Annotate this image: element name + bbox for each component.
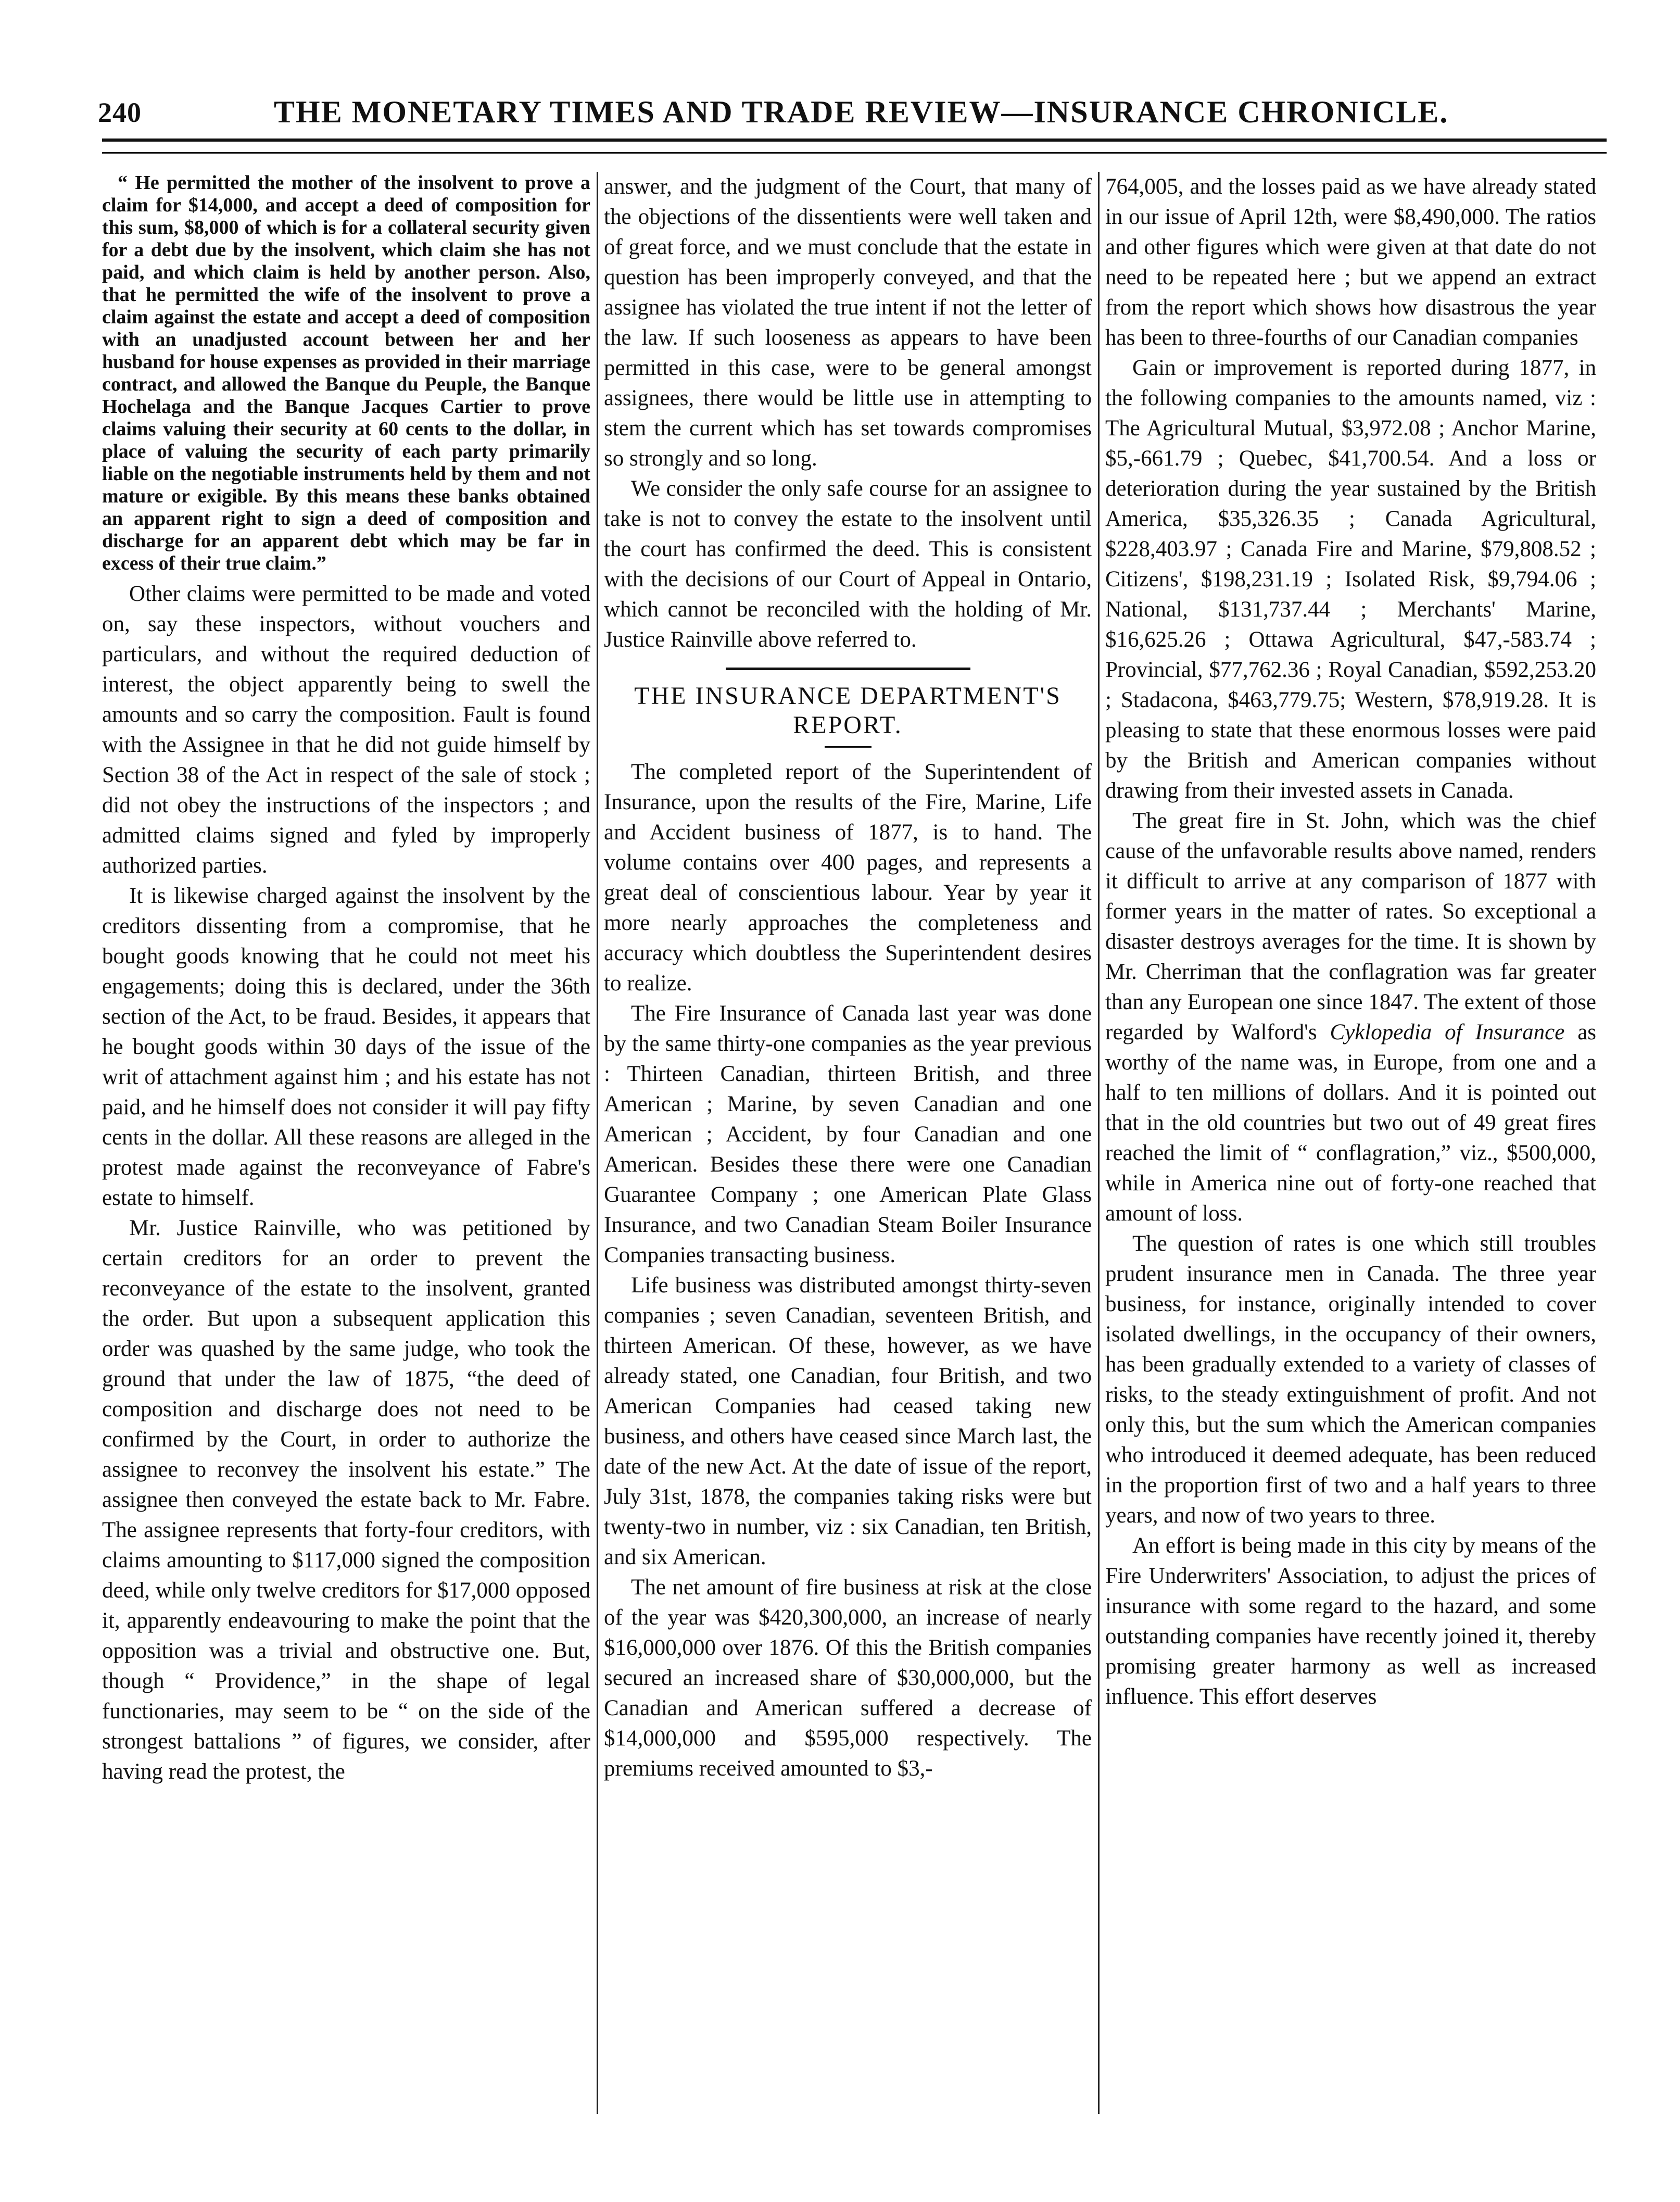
paragraph: Mr. Justice Rainville, who was petitioned by certain creditors for an order to prevent the reconveyance of the estate to the insolvent, granted the order. But upon a subsequent application this order was quashed by the same judge, who took the ground that under the law of 1875, “the deed of composition and discharge does not need to be confirmed by the Court, in order to authorize the assignee to reconvey the insolvent his estate.” The assignee then conveyed the estate back to Mr. Fabre. The assignee represents that forty-four creditors, with claims amounting to $117,000 signed the composition deed, while only twelve creditors for $17,000 opposed it, apparently endeavouring to make the point that the opposition was a trivial and obstructive one. But, though “ Providence,” in the shape of legal functionaries, may seem to be “ on the side of the strongest battalions ” of figures, we consider, after having read the protest, the xyxy=(102,1216,590,1784)
paragraph: The Fire Insurance of Canada last year was done by the same thirty-one companies as the year previous : Thirteen Canadian, thirteen British, and three American ; Marine, by seven Canadian and one American ; Accident, by four Canadian and one American. Besides these there were one Canadian Guarantee Company ; one American Plate Glass Insurance, and two Canadian Steam Boiler Insurance Companies transacting business. xyxy=(604,1001,1092,1267)
section-heading-line: THE INSURANCE DEPARTMENT'S xyxy=(634,682,1062,710)
paragraph: We consider the only safe course for an assignee to take is not to convey the estate to the insolvent until the court has confirmed the deed. This is consistent with the decisions of our Court of Appeal in Ontario, which cannot be reconciled with the holding of Mr. Justice Rainville above referred to. xyxy=(604,476,1092,652)
book-title: Cyklopedia of Insurance xyxy=(1330,1020,1565,1045)
paragraph: An effort is being made in this city by means of the Fire Underwriters' Association, to adjust the prices of insurance with some regard to the hazard, and some outstanding companies have recently joined it, thereby promising greater harmony as well as increased influence. This effort deserves xyxy=(1105,1533,1596,1709)
header-rule-thin xyxy=(102,152,1607,154)
masthead-title: THE MONETARY TIMES AND TRADE REVIEW—INSURANCE CHRONICLE. xyxy=(274,95,1449,129)
section-heading xyxy=(604,682,1092,740)
paragraph xyxy=(1105,806,1596,1229)
paragraph-text: as worthy of the name was, in Europe, from one and a half to ten millions of dollars. And it is pointed out that in the old countries but two out of 49 great fires reached the limit of “ conflagration,” viz., $500,000, while in America nine out of forty-one reached that amount of loss. xyxy=(1105,1020,1597,1226)
paragraph: The net amount of fire business at risk at the close of the year was $420,300,000, an increase of nearly $16,000,000 over 1876. Of this the British companies secured an increased share of $30,000,000, but the Canadian and American suffered a decrease of $14,000,000 and $595,000 respectively. The premiums received amounted to $3,- xyxy=(604,1575,1092,1781)
heading-underline xyxy=(825,746,871,748)
column-middle xyxy=(604,172,1092,1784)
column-divider xyxy=(1098,172,1100,2114)
paragraph: The question of rates is one which still troubles prudent insurance men in Canada. The three year business, for instance, originally intended to cover isolated dwellings, in the occupancy of their owners, has been gradually extended to a variety of classes of risks, to the steady extinguishment of profit. And not only this, but the sum which the American companies who introduced it deemed adequate, has been reduced in the proportion first of two and a half years to three years, and now of two years to three. xyxy=(1105,1231,1596,1528)
column-divider xyxy=(597,172,598,2114)
quoted-protest: “ He permitted the mother of the insolvent to prove a claim for $14,000, and accept a deed of composition for this sum, $8,000 of which is for a collateral security given for a debt due by the insolvent, which claim she has not paid, and which claim is held by another person. Also, that he permitted the wife of the insolvent to prove a claim against the estate and accept a deed of composition with an unadjusted account between her and her husband for house expenses as provided in their marriage contract, and allowed the Banque du Peuple, the Banque Hochelaga and the Banque Jacques Cartier to prove claims valuing their security at 60 cents to the dollar, in place of valuing the security of each party primarily liable on the negotiable instruments held by them and not mature or exigible. By this means these banks obtained an apparent right to sign a deed of composition and discharge for an apparent debt which may be far in excess of their true claim.” xyxy=(102,172,590,574)
column-right xyxy=(1105,172,1596,1712)
paragraph: answer, and the judgment of the Court, that many of the objections of the dissentients were well taken and of great force, and we must conclude that the estate in question has been improperly conveyed, and that the assignee has violated the true intent if not the letter of the law. If such looseness as appears to have been permitted in this case, were to be general amongst assignees, there would be little use in attempting to stem the current which has set towards compromises so strongly and so long. xyxy=(604,174,1092,471)
column-left xyxy=(102,172,590,1787)
paragraph: Gain or improvement is reported during 1877, in the following companies to the amounts named, viz : The Agricultural Mutual, $3,972.08 ; Anchor Marine, $5,-661.79 ; Quebec, $41,700.54. And a loss or deterioration during the year sustained by the British America, $35,326.35 ; Canada Agricultural, $228,403.97 ; Canada Fire and Marine, $79,808.52 ; Citizens', $198,231.19 ; Isolated Risk, $9,794.06 ; National, $131,737.44 ; Merchants' Marine, $16,625.26 ; Ottawa Agricultural, $47,-583.74 ; Provincial, $77,762.36 ; Royal Canadian, $592,253.20 ; Stadacona, $463,779.75; Western, $78,919.28. It is pleasing to state that these enormous losses were paid by the British and American companies without drawing from their invested assets in Canada. xyxy=(1105,356,1596,803)
header-rule-thick xyxy=(102,139,1607,142)
paragraph: Other claims were permitted to be made and voted on, say these inspectors, without vouchers and particulars, and without the required deduction of interest, the object apparently being to swell the amounts and so carry the composition. Fault is found with the Assignee in that he did not guide himself by Section 38 of the Act in respect of the sale of stock ; did not obey the instructions of the inspectors ; and admitted claims signed and fyled by improperly authorized parties. xyxy=(102,582,590,878)
paragraph: 764,005, and the losses paid as we have already stated in our issue of April 12th, were $8,490,000. The ratios and other figures which were given at that date do not need to be repeated here ; but we append an extract from the report which shows how disastrous the year has been to three-fourths of our Canadian companies xyxy=(1105,174,1596,350)
paragraph: The completed report of the Superintendent of Insurance, upon the results of the Fire, Marine, Life and Accident business of 1877, is to hand. The volume contains over 400 pages, and represents a great deal of conscientious labour. Year by year it more nearly approaches the completeness and accuracy which doubtless the Superintendent desires to realize. xyxy=(604,760,1092,996)
paragraph: Life business was distributed amongst thirty-seven companies ; seven Canadian, seventeen British, and thirteen American. Of these, however, as we have already stated, one Canadian, four British, and two American Companies had ceased taking new business, and others have ceased since March last, the date of the new Act. At the date of issue of the report, July 31st, 1878, the companies taking risks were but twenty-two in number, viz : six Canadian, ten British, and six American. xyxy=(604,1273,1092,1569)
page-header xyxy=(98,96,1608,133)
page-number: 240 xyxy=(98,97,142,128)
paragraph-text: The great fire in St. John, which was the chief cause of the unfavorable results above named, renders it difficult to arrive at any comparison of 1877 with former years in the matter of rates. So exceptional a disaster destroys averages for the time. It is shown by Mr. Cherriman that the conflagration was far greater than any European one since 1847. The extent of those regarded by Walford's xyxy=(1105,809,1596,1045)
section-divider xyxy=(726,668,970,670)
section-heading-line: REPORT. xyxy=(793,711,903,739)
paragraph: It is likewise charged against the insolvent by the creditors dissenting from a compromise, that he bought goods knowing that he could not meet his engagements; doing this is declared, under the 36th section of the Act, to be fraud. Besides, it appears that he bought goods within 30 days of the issue of the writ of attachment against him ; and his estate has not paid, and he himself does not consider it will pay fifty cents in the dollar. All these reasons are alleged in the protest made against the reconveyance of Fabre's estate to himself. xyxy=(102,884,590,1210)
